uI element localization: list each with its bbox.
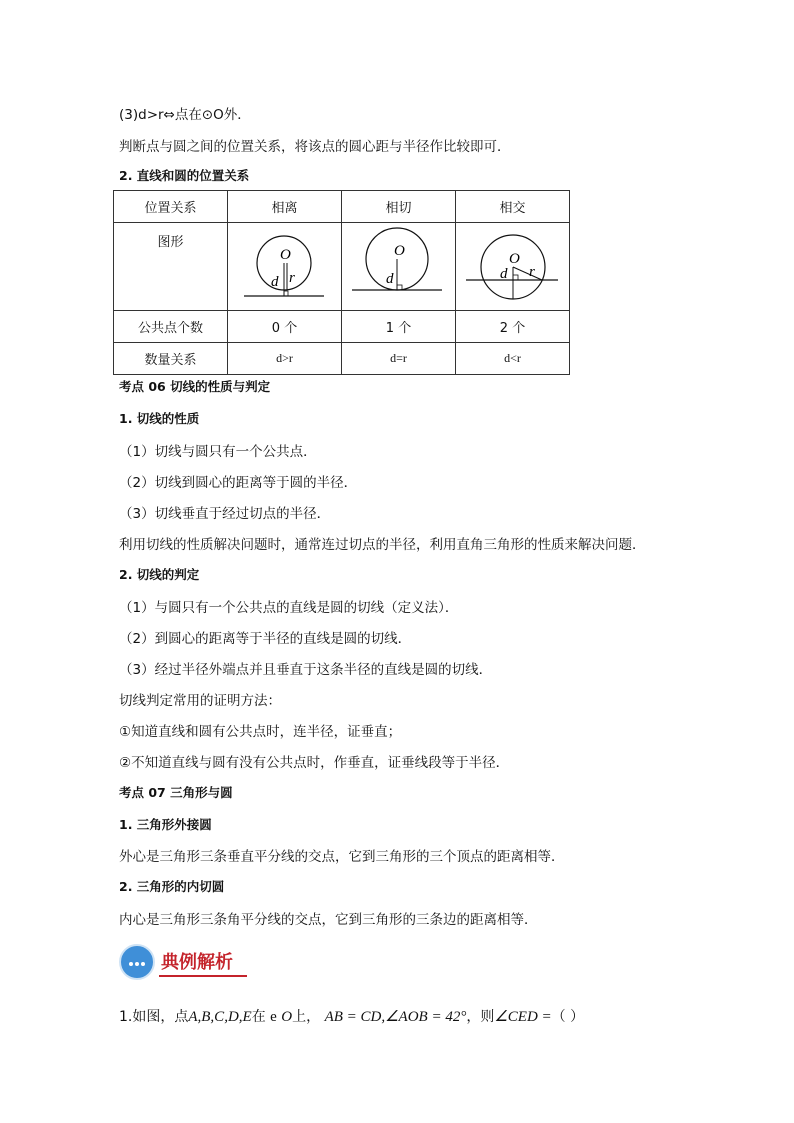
kaodian-07-heading: 考点 07 三角形与圆 [119,785,233,800]
intersect-d-label: d [500,266,508,282]
circumcenter-text: 外心是三角形三条垂直平分线的交点，它到三角形的三个顶点的距离相等． [119,849,565,865]
intersect-radius [513,267,542,280]
question-1 [119,1006,584,1026]
table-header-intersect: 相交 [456,191,570,223]
line-circle-table [113,190,570,375]
point-circle-judgement: 判断点与圆之间的位置关系，将该点的圆心距与半径作比较即可． [119,139,511,155]
banner-title: 典例解析 [161,952,233,973]
property-item-3: （3）切线垂直于经过切点的半径． [119,506,331,522]
tangent-d-label: d [386,271,394,287]
separate-d-label: d [271,274,279,290]
table-figure-label: 图形 [114,223,228,311]
intersect-r-label: r [529,264,535,280]
question-mid2: 上， [292,1009,321,1025]
tangent-center-label: O [394,243,405,259]
figure-separate [228,223,341,306]
table-header-tangent: 相切 [342,191,456,223]
figure-intersect-cell [456,223,570,311]
property-usage-note: 利用切线的性质解决问题时，通常连过切点的半径，利用直角三角形的性质来解决问题． [119,537,646,553]
separate-r-label: r [289,270,295,286]
question-circle-symbol: e [270,1009,277,1025]
table-header-separate: 相离 [228,191,342,223]
proof-methods-intro: 切线判定常用的证明方法： [119,693,281,709]
example-analysis-banner [119,942,247,982]
common-separate: 0 个 [228,311,342,343]
relation-intersect: d<r [456,343,570,375]
incircle-heading: 2. 三角形的内切圆 [119,879,225,894]
point-outside-rule: (3)d>r⇔点在⊙O外． [119,107,251,123]
banner-underline [159,975,247,977]
dots-icon [119,944,155,980]
question-ask: ∠CED = [494,1009,552,1025]
proof-method-2: ②不知道直线与圆有没有公共点时，作垂直，证垂线段等于半径． [119,755,510,771]
proof-method-1: ①知道直线和圆有公共点时，连半径，证垂直； [119,724,402,740]
figure-tangent-cell [342,223,456,311]
circumcircle-heading: 1. 三角形外接圆 [119,817,212,832]
answer-blank[interactable]: （ ） [551,1009,585,1025]
common-tangent: 1 个 [342,311,456,343]
question-mid1: 在 [251,1009,266,1025]
question-mid3: ，则 [466,1009,495,1025]
common-intersect: 2 个 [456,311,570,343]
table-row-relation-label: 数量关系 [114,343,228,375]
question-condition: AB = CD,∠AOB = 42° [324,1009,467,1025]
property-item-2: （2）切线到圆心的距离等于圆的半径． [119,475,358,491]
figure-tangent [342,223,455,306]
table-header-position: 位置关系 [114,191,228,223]
question-prefix: 1.如图，点 [119,1009,189,1025]
incenter-text: 内心是三角形三条角平分线的交点，它到三角形的三条边的距离相等． [119,912,538,928]
tangent-property-heading: 1. 切线的性质 [119,411,200,426]
kaodian-06-heading: 考点 06 切线的性质与判定 [119,379,271,394]
separate-right-angle [284,291,288,296]
section-heading-line-circle: 2. 直线和圆的位置关系 [119,168,250,183]
relation-tangent: d=r [342,343,456,375]
question-points: A,B,C,D,E [188,1009,252,1025]
tangent-criterion-heading: 2. 切线的判定 [119,567,200,582]
figure-separate-cell [228,223,342,311]
intersect-center-label: O [509,251,520,267]
criterion-item-1: （1）与圆只有一个公共点的直线是圆的切线（定义法）． [119,600,459,616]
table-row-common-label: 公共点个数 [114,311,228,343]
separate-center-label: O [280,247,291,263]
criterion-item-3: （3）经过半径外端点并且垂直于这条半径的直线是圆的切线． [119,662,493,678]
intersect-right-angle [513,275,518,280]
property-item-1: （1）切线与圆只有一个公共点． [119,444,317,460]
figure-intersect [456,223,569,306]
question-circle-name: O [281,1009,293,1025]
relation-separate: d>r [228,343,342,375]
criterion-item-2: （2）到圆心的距离等于半径的直线是圆的切线． [119,631,412,647]
